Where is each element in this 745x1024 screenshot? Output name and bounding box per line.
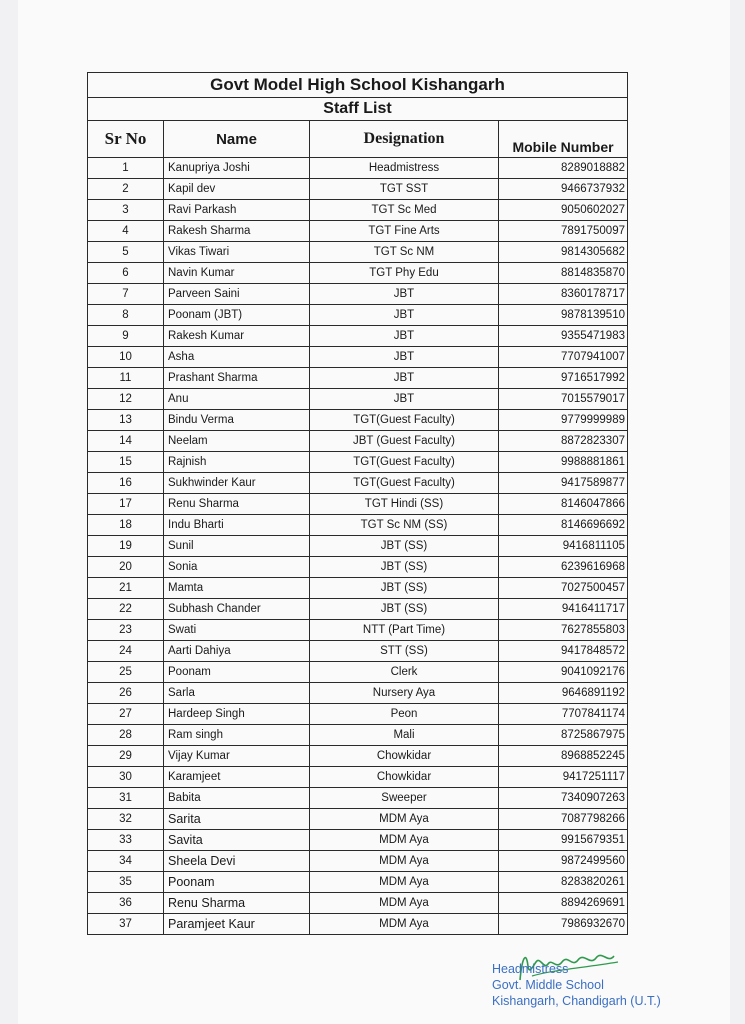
cell-sr-no: 5: [88, 242, 164, 263]
table-row: [88, 725, 628, 746]
cell-name: Subhash Chander: [164, 599, 310, 620]
cell-mobile: 7891750097: [499, 221, 628, 242]
cell-designation: MDM Aya: [310, 851, 499, 872]
cell-designation: Peon: [310, 704, 499, 725]
table-row: [88, 830, 628, 851]
cell-mobile: 9417848572: [499, 641, 628, 662]
table-row: [88, 326, 628, 347]
cell-sr-no: 31: [88, 788, 164, 809]
table-row: [88, 872, 628, 893]
cell-mobile: 8968852245: [499, 746, 628, 767]
cell-designation: TGT Sc NM: [310, 242, 499, 263]
cell-mobile: 7027500457: [499, 578, 628, 599]
cell-sr-no: 19: [88, 536, 164, 557]
cell-mobile: 9041092176: [499, 662, 628, 683]
table-row: [88, 200, 628, 221]
cell-name: Poonam: [164, 662, 310, 683]
cell-mobile: 8146696692: [499, 515, 628, 536]
cell-name: Renu Sharma: [164, 893, 310, 914]
table-row: [88, 431, 628, 452]
column-header-mobile: Mobile Number: [499, 121, 628, 158]
table-row: [88, 788, 628, 809]
table-row: [88, 893, 628, 914]
cell-name: Hardeep Singh: [164, 704, 310, 725]
cell-mobile: 9878139510: [499, 305, 628, 326]
headmistress-stamp: [492, 940, 722, 1020]
column-header-designation: Designation: [310, 121, 499, 158]
table-row: [88, 284, 628, 305]
cell-sr-no: 24: [88, 641, 164, 662]
cell-sr-no: 11: [88, 368, 164, 389]
cell-mobile: 8289018882: [499, 158, 628, 179]
cell-name: Paramjeet Kaur: [164, 914, 310, 935]
cell-designation: Chowkidar: [310, 767, 499, 788]
cell-mobile: 9050602027: [499, 200, 628, 221]
cell-sr-no: 2: [88, 179, 164, 200]
cell-name: Sarita: [164, 809, 310, 830]
cell-name: Ram singh: [164, 725, 310, 746]
cell-sr-no: 26: [88, 683, 164, 704]
cell-mobile: 6239616968: [499, 557, 628, 578]
table-row: [88, 221, 628, 242]
cell-mobile: 9416411717: [499, 599, 628, 620]
cell-mobile: 7707941007: [499, 347, 628, 368]
cell-mobile: 9814305682: [499, 242, 628, 263]
cell-designation: JBT: [310, 389, 499, 410]
cell-sr-no: 20: [88, 557, 164, 578]
cell-name: Savita: [164, 830, 310, 851]
table-row: [88, 578, 628, 599]
cell-sr-no: 1: [88, 158, 164, 179]
cell-mobile: 8725867975: [499, 725, 628, 746]
cell-mobile: 9355471983: [499, 326, 628, 347]
cell-mobile: 7707841174: [499, 704, 628, 725]
cell-mobile: 9417251117: [499, 767, 628, 788]
cell-mobile: 9417589877: [499, 473, 628, 494]
cell-name: Prashant Sharma: [164, 368, 310, 389]
table-row: [88, 599, 628, 620]
cell-name: Navin Kumar: [164, 263, 310, 284]
cell-name: Parveen Saini: [164, 284, 310, 305]
cell-name: Asha: [164, 347, 310, 368]
cell-designation: Chowkidar: [310, 746, 499, 767]
cell-designation: JBT (SS): [310, 536, 499, 557]
cell-mobile: 9416811105: [499, 536, 628, 557]
cell-designation: TGT(Guest Faculty): [310, 410, 499, 431]
cell-designation: TGT Fine Arts: [310, 221, 499, 242]
document-title: Govt Model High School Kishangarh: [88, 73, 628, 98]
cell-name: Kanupriya Joshi: [164, 158, 310, 179]
cell-designation: Clerk: [310, 662, 499, 683]
cell-mobile: 7340907263: [499, 788, 628, 809]
cell-designation: MDM Aya: [310, 872, 499, 893]
table-row: [88, 410, 628, 431]
cell-sr-no: 36: [88, 893, 164, 914]
table-row: [88, 242, 628, 263]
cell-mobile: 7986932670: [499, 914, 628, 935]
cell-mobile: 9466737932: [499, 179, 628, 200]
cell-name: Sukhwinder Kaur: [164, 473, 310, 494]
cell-designation: Headmistress: [310, 158, 499, 179]
table-row: [88, 704, 628, 725]
cell-designation: TGT(Guest Faculty): [310, 452, 499, 473]
table-row: [88, 557, 628, 578]
cell-sr-no: 8: [88, 305, 164, 326]
cell-name: Rakesh Kumar: [164, 326, 310, 347]
cell-mobile: 8872823307: [499, 431, 628, 452]
table-row: [88, 914, 628, 935]
cell-sr-no: 25: [88, 662, 164, 683]
cell-designation: JBT: [310, 284, 499, 305]
cell-designation: STT (SS): [310, 641, 499, 662]
cell-sr-no: 17: [88, 494, 164, 515]
cell-sr-no: 4: [88, 221, 164, 242]
cell-name: Sheela Devi: [164, 851, 310, 872]
cell-name: Karamjeet: [164, 767, 310, 788]
cell-mobile: 9872499560: [499, 851, 628, 872]
cell-name: Renu Sharma: [164, 494, 310, 515]
cell-sr-no: 27: [88, 704, 164, 725]
cell-mobile: 8894269691: [499, 893, 628, 914]
staff-table: [87, 72, 628, 935]
cell-name: Vikas Tiwari: [164, 242, 310, 263]
cell-mobile: 9988881861: [499, 452, 628, 473]
cell-mobile: 7087798266: [499, 809, 628, 830]
document-subtitle: Staff List: [88, 98, 628, 121]
stamp-line-2: Govt. Middle School: [492, 978, 604, 992]
cell-sr-no: 13: [88, 410, 164, 431]
table-row: [88, 620, 628, 641]
cell-sr-no: 18: [88, 515, 164, 536]
cell-designation: MDM Aya: [310, 914, 499, 935]
cell-sr-no: 16: [88, 473, 164, 494]
cell-mobile: 8283820261: [499, 872, 628, 893]
table-row: [88, 179, 628, 200]
cell-designation: Nursery Aya: [310, 683, 499, 704]
cell-name: Sarla: [164, 683, 310, 704]
cell-sr-no: 35: [88, 872, 164, 893]
cell-sr-no: 3: [88, 200, 164, 221]
cell-mobile: 7015579017: [499, 389, 628, 410]
stamp-line-3: Kishangarh, Chandigarh (U.T.): [492, 994, 661, 1008]
table-row: [88, 368, 628, 389]
table-row: [88, 263, 628, 284]
table-row: [88, 683, 628, 704]
cell-sr-no: 7: [88, 284, 164, 305]
table-row: [88, 767, 628, 788]
cell-name: Neelam: [164, 431, 310, 452]
table-row: [88, 473, 628, 494]
cell-sr-no: 12: [88, 389, 164, 410]
table-row: [88, 746, 628, 767]
cell-designation: TGT Sc Med: [310, 200, 499, 221]
table-row: [88, 851, 628, 872]
cell-name: Sunil: [164, 536, 310, 557]
cell-name: Bindu Verma: [164, 410, 310, 431]
cell-name: Kapil dev: [164, 179, 310, 200]
cell-sr-no: 33: [88, 830, 164, 851]
table-row: [88, 347, 628, 368]
cell-designation: TGT Hindi (SS): [310, 494, 499, 515]
cell-mobile: 9716517992: [499, 368, 628, 389]
cell-designation: MDM Aya: [310, 893, 499, 914]
cell-sr-no: 15: [88, 452, 164, 473]
cell-name: Ravi Parkash: [164, 200, 310, 221]
stamp-line-1: Headmistress: [492, 962, 569, 976]
cell-name: Rakesh Sharma: [164, 221, 310, 242]
cell-sr-no: 23: [88, 620, 164, 641]
cell-name: Aarti Dahiya: [164, 641, 310, 662]
cell-name: Vijay Kumar: [164, 746, 310, 767]
cell-sr-no: 29: [88, 746, 164, 767]
cell-designation: Sweeper: [310, 788, 499, 809]
cell-name: Sonia: [164, 557, 310, 578]
cell-sr-no: 37: [88, 914, 164, 935]
cell-sr-no: 30: [88, 767, 164, 788]
cell-name: Babita: [164, 788, 310, 809]
cell-designation: TGT(Guest Faculty): [310, 473, 499, 494]
cell-designation: MDM Aya: [310, 809, 499, 830]
table-row: [88, 515, 628, 536]
table-row: [88, 662, 628, 683]
cell-name: Rajnish: [164, 452, 310, 473]
cell-sr-no: 14: [88, 431, 164, 452]
cell-designation: JBT (SS): [310, 578, 499, 599]
cell-sr-no: 9: [88, 326, 164, 347]
table-row: [88, 536, 628, 557]
cell-sr-no: 28: [88, 725, 164, 746]
column-header-sr-no: Sr No: [88, 121, 164, 158]
cell-sr-no: 6: [88, 263, 164, 284]
table-row: [88, 641, 628, 662]
cell-sr-no: 21: [88, 578, 164, 599]
cell-name: Anu: [164, 389, 310, 410]
cell-mobile: 8360178717: [499, 284, 628, 305]
cell-designation: JBT: [310, 347, 499, 368]
cell-designation: TGT SST: [310, 179, 499, 200]
cell-designation: JBT: [310, 305, 499, 326]
cell-designation: JBT (Guest Faculty): [310, 431, 499, 452]
cell-sr-no: 22: [88, 599, 164, 620]
cell-mobile: 9779999989: [499, 410, 628, 431]
cell-mobile: 8146047866: [499, 494, 628, 515]
table-row: [88, 809, 628, 830]
cell-mobile: 7627855803: [499, 620, 628, 641]
table-row: [88, 389, 628, 410]
table-header: [88, 121, 628, 158]
table-row: [88, 158, 628, 179]
cell-mobile: 8814835870: [499, 263, 628, 284]
cell-mobile: 9646891192: [499, 683, 628, 704]
column-header-name: Name: [164, 121, 310, 158]
cell-designation: JBT: [310, 368, 499, 389]
cell-name: Swati: [164, 620, 310, 641]
table-row: [88, 305, 628, 326]
cell-designation: Mali: [310, 725, 499, 746]
cell-designation: JBT (SS): [310, 599, 499, 620]
cell-sr-no: 34: [88, 851, 164, 872]
cell-sr-no: 32: [88, 809, 164, 830]
cell-designation: NTT (Part Time): [310, 620, 499, 641]
cell-designation: JBT: [310, 326, 499, 347]
cell-name: Poonam (JBT): [164, 305, 310, 326]
cell-designation: TGT Sc NM (SS): [310, 515, 499, 536]
cell-designation: MDM Aya: [310, 830, 499, 851]
cell-sr-no: 10: [88, 347, 164, 368]
cell-mobile: 9915679351: [499, 830, 628, 851]
cell-name: Poonam: [164, 872, 310, 893]
table-row: [88, 452, 628, 473]
cell-designation: TGT Phy Edu: [310, 263, 499, 284]
cell-name: Indu Bharti: [164, 515, 310, 536]
table-row: [88, 494, 628, 515]
cell-name: Mamta: [164, 578, 310, 599]
cell-designation: JBT (SS): [310, 557, 499, 578]
